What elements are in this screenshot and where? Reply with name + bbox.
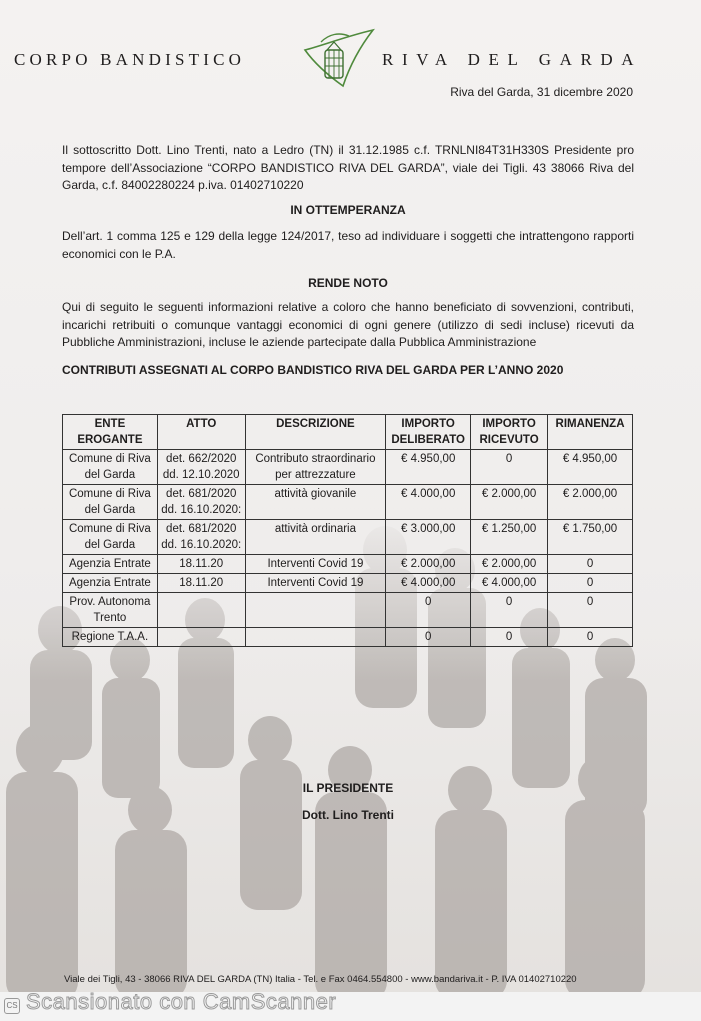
table-row bbox=[63, 574, 633, 593]
table-cell: Comune di Riva del Garda bbox=[63, 520, 158, 555]
table-cell: Agenzia Entrate bbox=[63, 555, 158, 574]
contributions-table bbox=[62, 414, 633, 647]
brand-name-right: RIVA DEL GARDA bbox=[382, 50, 643, 69]
table-row bbox=[63, 520, 633, 555]
table-title: CONTRIBUTI ASSEGNATI AL CORPO BANDISTICO RIVA DEL GARDA PER L’ANNO 2020 bbox=[62, 363, 564, 377]
band-crest-logo-icon bbox=[299, 28, 375, 92]
signature-title: IL PRESIDENTE bbox=[302, 781, 394, 795]
table-cell: 0 bbox=[471, 450, 548, 485]
table-header-row bbox=[63, 415, 633, 450]
intro-paragraph: Il sottoscritto Dott. Lino Trenti, nato a Ledro (TN) il 31.12.1985 c.f. TRNLNI84T31H330S Presidente pro tempore dell’Associazione “CORPO BANDISTICO RIVA DEL GARDA”, viale dei Tigli. 43 38066 Riva del Garda, c.f. 84002280224 p.iva. 01402710220 bbox=[62, 143, 634, 192]
table-cell: det. 681/2020 dd. 16.10.2020: bbox=[157, 485, 245, 520]
table-cell bbox=[245, 628, 386, 647]
table-cell: € 1.250,00 bbox=[471, 520, 548, 555]
watermark-text: Scansionato con CamScanner bbox=[26, 989, 337, 1014]
table-cell: 0 bbox=[548, 593, 633, 628]
table-cell: Agenzia Entrate bbox=[63, 574, 158, 593]
law-paragraph: Dell’art. 1 comma 125 e 129 della legge 124/2017, teso ad individuare i soggetti che intrattengono rapporti economici con le P.A. bbox=[62, 229, 634, 261]
table-cell: € 4.000,00 bbox=[386, 574, 471, 593]
letterhead bbox=[14, 44, 694, 84]
table-row bbox=[63, 485, 633, 520]
col-header: ATTO bbox=[157, 415, 245, 450]
table-cell: Contributo straordinario per attrezzature bbox=[245, 450, 386, 485]
col-header: IMPORTO RICEVUTO bbox=[471, 415, 548, 450]
table-cell: Interventi Covid 19 bbox=[245, 555, 386, 574]
table-cell bbox=[157, 628, 245, 647]
table-cell: 0 bbox=[548, 574, 633, 593]
signature-name: Dott. Lino Trenti bbox=[302, 808, 394, 822]
table-cell: 18.11.20 bbox=[157, 574, 245, 593]
camscanner-badge-icon: CS bbox=[4, 998, 20, 1014]
table-cell: attività ordinaria bbox=[245, 520, 386, 555]
table-row bbox=[63, 628, 633, 647]
document-date: Riva del Garda, 31 dicembre 2020 bbox=[450, 85, 633, 99]
col-header: RIMANENZA bbox=[548, 415, 633, 450]
table-cell bbox=[157, 593, 245, 628]
table-row bbox=[63, 593, 633, 628]
table-cell: € 2.000,00 bbox=[471, 485, 548, 520]
table-cell: € 2.000,00 bbox=[471, 555, 548, 574]
table-cell: 0 bbox=[471, 593, 548, 628]
table-cell: € 3.000,00 bbox=[386, 520, 471, 555]
table-cell: 0 bbox=[386, 628, 471, 647]
table-cell: € 1.750,00 bbox=[548, 520, 633, 555]
table-cell bbox=[245, 593, 386, 628]
table-cell: det. 662/2020 dd. 12.10.2020 bbox=[157, 450, 245, 485]
table-cell: € 2.000,00 bbox=[548, 485, 633, 520]
table-row bbox=[63, 450, 633, 485]
col-header: IMPORTO DELIBERATO bbox=[386, 415, 471, 450]
col-header: ENTE EROGANTE bbox=[63, 415, 158, 450]
table-cell: attività giovanile bbox=[245, 485, 386, 520]
table-cell: Regione T.A.A. bbox=[63, 628, 158, 647]
table-row bbox=[63, 555, 633, 574]
table-cell: 0 bbox=[471, 628, 548, 647]
col-header: DESCRIZIONE bbox=[245, 415, 386, 450]
table-cell: Comune di Riva del Garda bbox=[63, 485, 158, 520]
table-cell: € 4.000,00 bbox=[471, 574, 548, 593]
heading-rende-noto: RENDE NOTO bbox=[308, 276, 388, 290]
table-cell: 0 bbox=[548, 628, 633, 647]
table-cell: € 4.950,00 bbox=[386, 450, 471, 485]
table-cell: Comune di Riva del Garda bbox=[63, 450, 158, 485]
table-cell: 18.11.20 bbox=[157, 555, 245, 574]
footer-address: Viale dei Tigli, 43 - 38066 RIVA DEL GARDA (TN) Italia - Tel. e Fax 0464.554800 - www.bandariva.it - P. IVA 01402710220 bbox=[64, 974, 577, 985]
table-cell: Prov. Autonoma Trento bbox=[63, 593, 158, 628]
table-cell: € 4.000,00 bbox=[386, 485, 471, 520]
brand-name-left: CORPO BANDISTICO bbox=[14, 50, 246, 69]
table-cell: € 2.000,00 bbox=[386, 555, 471, 574]
camscanner-watermark bbox=[0, 989, 701, 1021]
table-cell: 0 bbox=[548, 555, 633, 574]
notice-paragraph: Qui di seguito le seguenti informazioni relative a coloro che hanno beneficiato di sovvenzioni, contributi, incarichi retribuiti o comunque vantaggi economici di ogni genere (utilizzo di sedi incluse) ricevuti da Pubbliche Amministrazioni, incluse le aziende partecipate dalla Pubblica Amministrazione bbox=[62, 300, 634, 349]
heading-ottemperanza: IN OTTEMPERANZA bbox=[290, 203, 406, 217]
table-cell: Interventi Covid 19 bbox=[245, 574, 386, 593]
table-cell: det. 681/2020 dd. 16.10.2020: bbox=[157, 520, 245, 555]
table-cell: 0 bbox=[386, 593, 471, 628]
table-cell: € 4.950,00 bbox=[548, 450, 633, 485]
